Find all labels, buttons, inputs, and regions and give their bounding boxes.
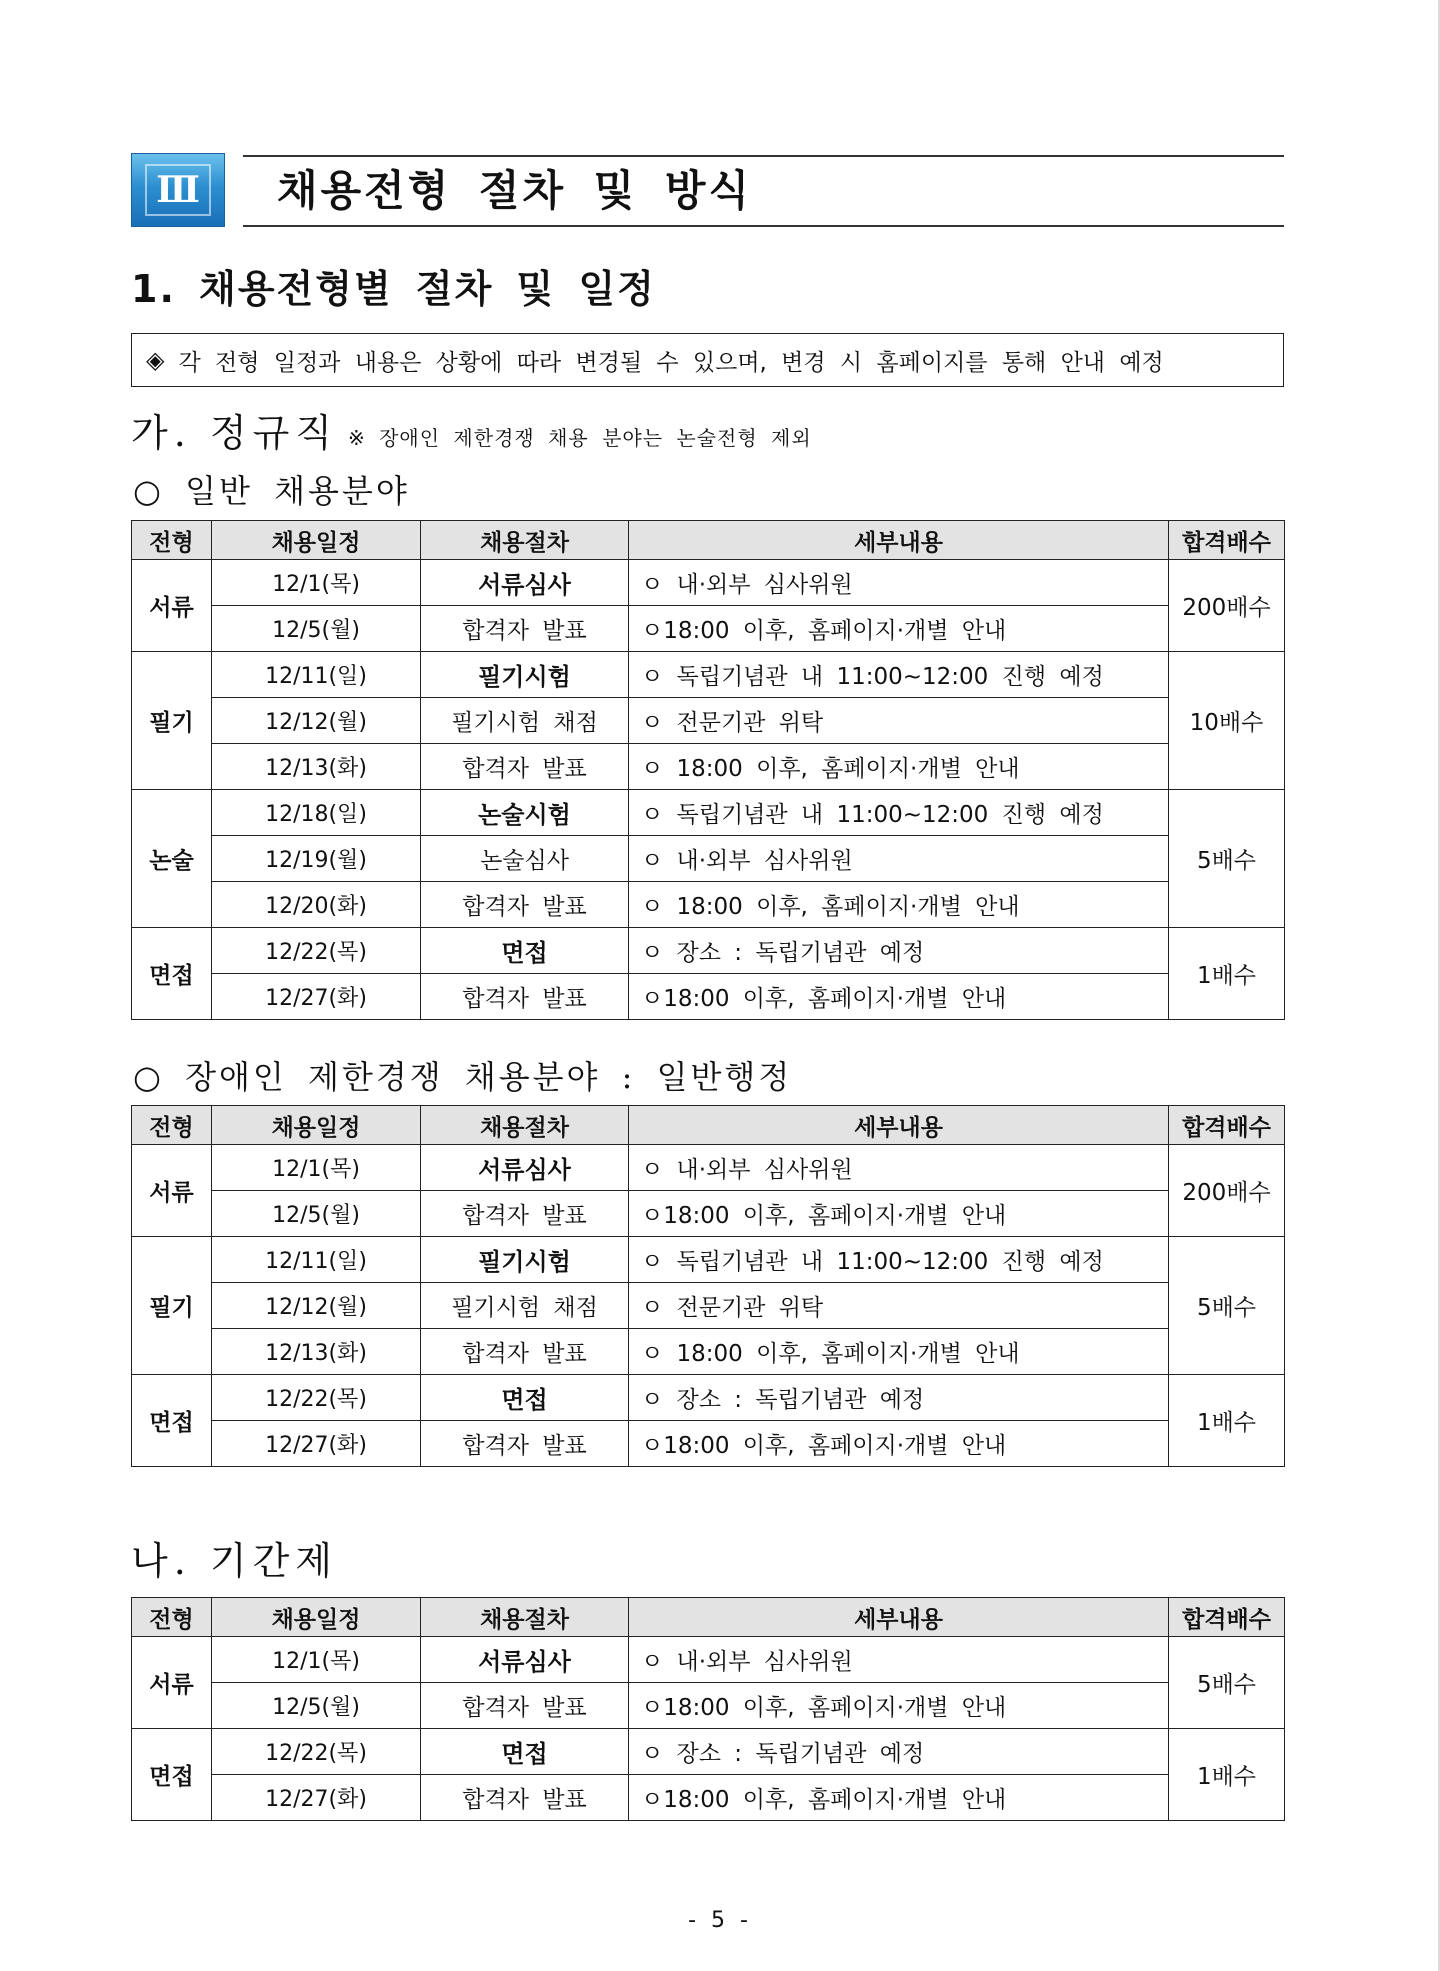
date-cell: 12/13(화) [212, 744, 421, 790]
column-header: 채용일정 [212, 1106, 421, 1145]
schedule-table-fixed-term [131, 1597, 1285, 1821]
procedure-cell: 합격자 발표 [421, 1775, 629, 1821]
procedure-cell: 면접 [421, 1729, 629, 1775]
column-header: 전형 [132, 521, 212, 560]
column-header: 세부내용 [629, 521, 1169, 560]
procedure-cell: 합격자 발표 [421, 882, 629, 928]
stage-cell: 면접 [132, 1375, 212, 1467]
detail-cell: ㅇ 내·외부 심사위원 [629, 560, 1169, 606]
table-row [132, 1375, 1285, 1421]
table-row [132, 1191, 1285, 1237]
notice-text: 각 전형 일정과 내용은 상황에 따라 변경될 수 있으며, 변경 시 홈페이지를 통해 안내 예정 [178, 349, 1164, 376]
procedure-cell: 서류심사 [421, 1637, 629, 1683]
detail-cell: ㅇ 장소 : 독립기념관 예정 [629, 1729, 1169, 1775]
section-number: Ⅲ [145, 164, 211, 216]
section-rule-top [243, 155, 1284, 157]
table-row [132, 1329, 1285, 1375]
heading-1: 1. 채용전형별 절차 및 일정 [131, 267, 656, 311]
ratio-cell: 1배수 [1169, 1375, 1285, 1467]
procedure-cell: 합격자 발표 [421, 606, 629, 652]
date-cell: 12/22(목) [212, 1729, 421, 1775]
ratio-cell: 1배수 [1169, 1729, 1285, 1821]
column-header: 채용절차 [421, 1598, 629, 1637]
part-a-heading [131, 402, 812, 457]
procedure-cell: 합격자 발표 [421, 974, 629, 1020]
date-cell: 12/5(월) [212, 1683, 421, 1729]
date-cell: 12/18(일) [212, 790, 421, 836]
detail-cell: ㅇ18:00 이후, 홈페이지·개별 안내 [629, 1683, 1169, 1729]
ratio-cell: 200배수 [1169, 1145, 1285, 1237]
date-cell: 12/13(화) [212, 1329, 421, 1375]
detail-cell: ㅇ 18:00 이후, 홈페이지·개별 안내 [629, 1329, 1169, 1375]
column-header: 채용절차 [421, 1106, 629, 1145]
subheading-general: ○ 일반 채용분야 [133, 472, 410, 510]
procedure-cell: 논술시험 [421, 790, 629, 836]
stage-cell: 서류 [132, 1145, 212, 1237]
column-header: 전형 [132, 1598, 212, 1637]
notice-box [131, 333, 1284, 387]
procedure-cell: 필기시험 채점 [421, 698, 629, 744]
stage-cell: 필기 [132, 1237, 212, 1375]
procedure-cell: 필기시험 채점 [421, 1283, 629, 1329]
column-header: 합격배수 [1169, 1106, 1285, 1145]
section-number-box [131, 153, 225, 227]
ratio-cell: 200배수 [1169, 560, 1285, 652]
ratio-cell: 5배수 [1169, 1637, 1285, 1729]
date-cell: 12/5(월) [212, 1191, 421, 1237]
page-number: - 5 - [688, 1908, 752, 1933]
column-header: 세부내용 [629, 1598, 1169, 1637]
date-cell: 12/22(목) [212, 928, 421, 974]
table-header-row [132, 521, 1285, 560]
detail-cell: ㅇ18:00 이후, 홈페이지·개별 안내 [629, 606, 1169, 652]
table-header-row [132, 1106, 1285, 1145]
procedure-cell: 필기시험 [421, 1237, 629, 1283]
date-cell: 12/11(일) [212, 1237, 421, 1283]
procedure-cell: 합격자 발표 [421, 1421, 629, 1467]
date-cell: 12/27(화) [212, 1775, 421, 1821]
table-row [132, 790, 1285, 836]
table-row [132, 882, 1285, 928]
procedure-cell: 합격자 발표 [421, 1329, 629, 1375]
detail-cell: ㅇ 장소 : 독립기념관 예정 [629, 1375, 1169, 1421]
table-row [132, 1683, 1285, 1729]
table-row [132, 1421, 1285, 1467]
date-cell: 12/5(월) [212, 606, 421, 652]
part-a-note: ※ 장애인 제한경쟁 채용 분야는 논술전형 제외 [348, 426, 812, 450]
date-cell: 12/12(월) [212, 1283, 421, 1329]
table-row [132, 1237, 1285, 1283]
column-header: 채용일정 [212, 521, 421, 560]
table-row [132, 928, 1285, 974]
schedule-table-general [131, 520, 1285, 1020]
date-cell: 12/12(월) [212, 698, 421, 744]
part-a-title: 가. 정규직 [131, 411, 338, 455]
detail-cell: ㅇ 독립기념관 내 11:00~12:00 진행 예정 [629, 1237, 1169, 1283]
detail-cell: ㅇ 18:00 이후, 홈페이지·개별 안내 [629, 744, 1169, 790]
date-cell: 12/20(화) [212, 882, 421, 928]
detail-cell: ㅇ 전문기관 위탁 [629, 1283, 1169, 1329]
detail-cell: ㅇ 내·외부 심사위원 [629, 1637, 1169, 1683]
stage-cell: 필기 [132, 652, 212, 790]
ratio-cell: 5배수 [1169, 1237, 1285, 1375]
table-row [132, 974, 1285, 1020]
column-header: 채용일정 [212, 1598, 421, 1637]
procedure-cell: 서류심사 [421, 560, 629, 606]
date-cell: 12/1(목) [212, 1145, 421, 1191]
detail-cell: ㅇ18:00 이후, 홈페이지·개별 안내 [629, 1421, 1169, 1467]
ratio-cell: 5배수 [1169, 790, 1285, 928]
detail-cell: ㅇ 내·외부 심사위원 [629, 1145, 1169, 1191]
column-header: 전형 [132, 1106, 212, 1145]
detail-cell: ㅇ 전문기관 위탁 [629, 698, 1169, 744]
section-header [131, 153, 1284, 228]
table-header-row [132, 1598, 1285, 1637]
detail-cell: ㅇ18:00 이후, 홈페이지·개별 안내 [629, 1191, 1169, 1237]
table-row [132, 606, 1285, 652]
ratio-cell: 1배수 [1169, 928, 1285, 1020]
detail-cell: ㅇ 장소 : 독립기념관 예정 [629, 928, 1169, 974]
stage-cell: 서류 [132, 560, 212, 652]
part-b-title: 나. 기간제 [131, 1539, 338, 1583]
procedure-cell: 서류심사 [421, 1145, 629, 1191]
column-header: 채용절차 [421, 521, 629, 560]
procedure-cell: 합격자 발표 [421, 744, 629, 790]
date-cell: 12/27(화) [212, 1421, 421, 1467]
procedure-cell: 합격자 발표 [421, 1683, 629, 1729]
date-cell: 12/27(화) [212, 974, 421, 1020]
table-row [132, 836, 1285, 882]
date-cell: 12/22(목) [212, 1375, 421, 1421]
date-cell: 12/19(월) [212, 836, 421, 882]
schedule-table-disabled [131, 1105, 1285, 1467]
stage-cell: 서류 [132, 1637, 212, 1729]
detail-cell: ㅇ 내·외부 심사위원 [629, 836, 1169, 882]
table-row [132, 698, 1285, 744]
column-header: 합격배수 [1169, 1598, 1285, 1637]
diamond-bullet-icon: ◈ [146, 346, 165, 374]
table-row [132, 1729, 1285, 1775]
stage-cell: 논술 [132, 790, 212, 928]
section-title: 채용전형 절차 및 방식 [277, 166, 753, 215]
date-cell: 12/1(목) [212, 1637, 421, 1683]
procedure-cell: 면접 [421, 928, 629, 974]
date-cell: 12/11(일) [212, 652, 421, 698]
detail-cell: ㅇ 18:00 이후, 홈페이지·개별 안내 [629, 882, 1169, 928]
detail-cell: ㅇ 독립기념관 내 11:00~12:00 진행 예정 [629, 790, 1169, 836]
table-row [132, 744, 1285, 790]
detail-cell: ㅇ18:00 이후, 홈페이지·개별 안내 [629, 974, 1169, 1020]
table-row [132, 1283, 1285, 1329]
ratio-cell: 10배수 [1169, 652, 1285, 790]
table-row [132, 652, 1285, 698]
procedure-cell: 논술심사 [421, 836, 629, 882]
section-rule-bottom [243, 225, 1284, 227]
table-row [132, 1637, 1285, 1683]
procedure-cell: 합격자 발표 [421, 1191, 629, 1237]
procedure-cell: 필기시험 [421, 652, 629, 698]
subheading-disabled: ○ 장애인 제한경쟁 채용분야 : 일반행정 [133, 1058, 793, 1096]
detail-cell: ㅇ 독립기념관 내 11:00~12:00 진행 예정 [629, 652, 1169, 698]
table-row [132, 1775, 1285, 1821]
detail-cell: ㅇ18:00 이후, 홈페이지·개별 안내 [629, 1775, 1169, 1821]
date-cell: 12/1(목) [212, 560, 421, 606]
stage-cell: 면접 [132, 928, 212, 1020]
table-row [132, 1145, 1285, 1191]
table-row [132, 560, 1285, 606]
stage-cell: 면접 [132, 1729, 212, 1821]
column-header: 세부내용 [629, 1106, 1169, 1145]
procedure-cell: 면접 [421, 1375, 629, 1421]
column-header: 합격배수 [1169, 521, 1285, 560]
